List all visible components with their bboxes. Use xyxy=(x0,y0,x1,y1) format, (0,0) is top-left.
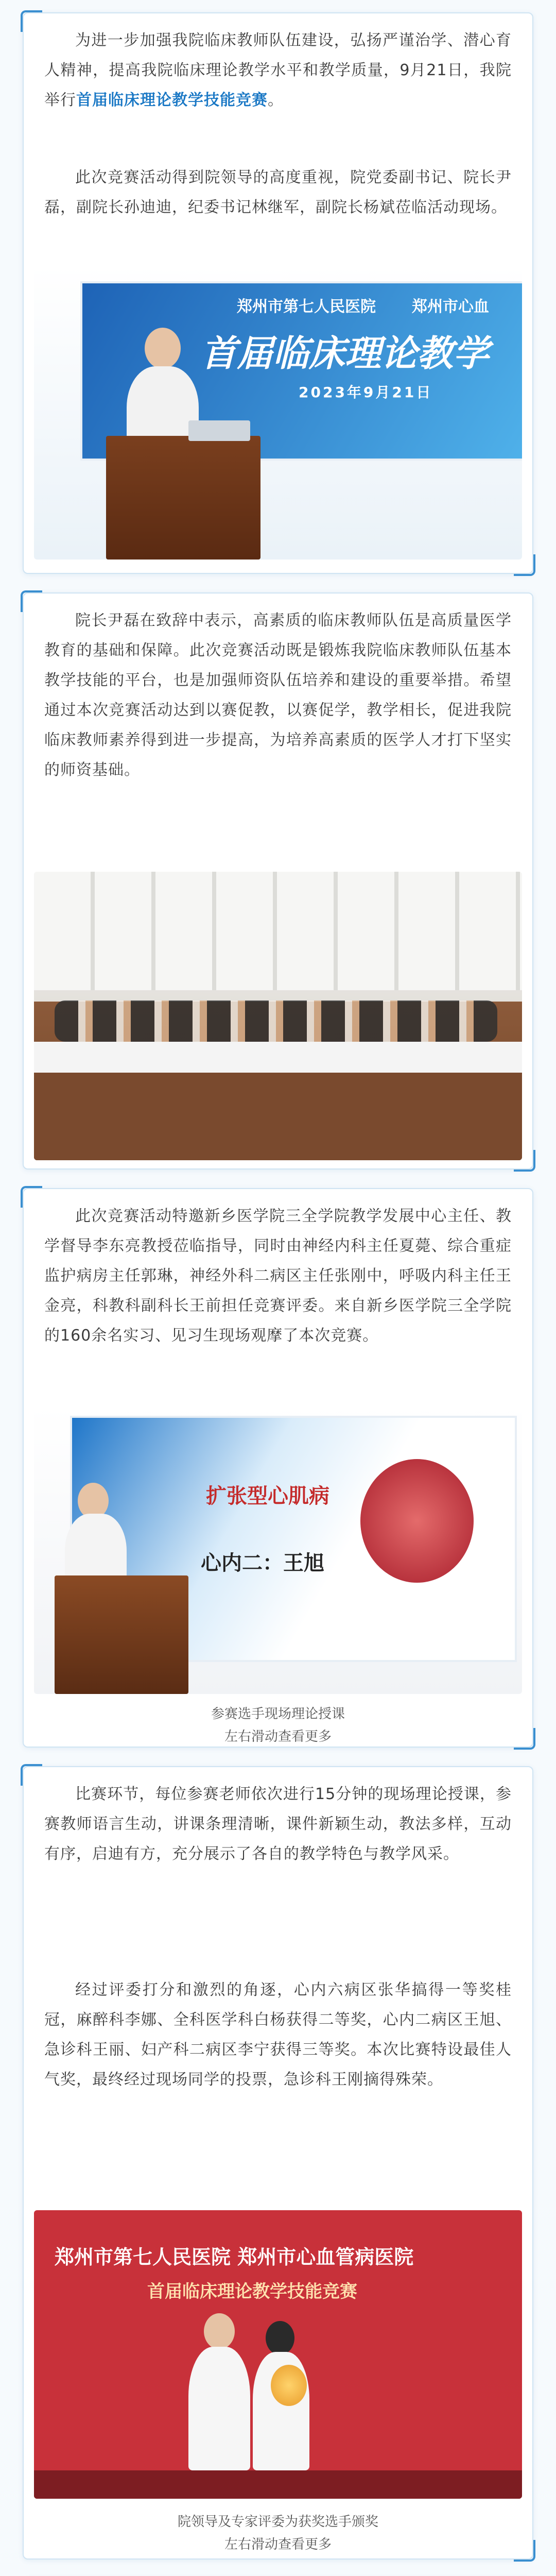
slide-speaker: 心内二：王旭 xyxy=(201,1551,324,1575)
award-caption: 院领导及专家评委为获奖选手颁奖 xyxy=(177,2514,378,2530)
intro-card xyxy=(23,12,533,574)
slide-title: 扩张型心肌病 xyxy=(206,1484,329,1508)
intro-text-pre: 为进一步加强我院临床教师队伍建设，弘扬严谨治学、潜心育人精神，提高我院临床理论教学水平和教学质量，9月21日，我院举行 xyxy=(44,31,512,109)
awards-paragraph: 经过评委打分和激烈的角逐，心内六病区张华搞得一等奖桂冠，麻醉科李娜、全科医学科白杨获得二等奖，心内二病区王旭、急诊科王丽、妇产科二病区李宁获得三等奖。本次比赛特设最佳人气奖，最终经过现场同学的投票，急诊科王刚摘得殊荣。 xyxy=(44,1981,512,2089)
award-backdrop-line1: 郑州市第七人民医院 郑州市心血管病医院 xyxy=(55,2246,414,2268)
leaders-paragraph: 此次竞赛活动得到院领导的高度重视，院党委副书记、院长尹磊，副院长孙迪迪，纪委书记林继军，副院长杨斌莅临活动现场。 xyxy=(44,168,512,216)
president-speech-paragraph: 院长尹磊在致辞中表示，高素质的临床教师队伍是高质量医学教育的基础和保障。此次竞赛活动既是锻炼我院临床教师队伍基本教学技能的平台，也是加强师资队伍培养和建设的重要举措。希望通过本次竞赛活动达到以赛促教，以赛促学，教学相长，促进我院临床教师素养得到进一步提高，为培养高素质的医学人才打下坚实的师资基础。 xyxy=(44,612,512,779)
speech-card xyxy=(23,592,533,1170)
lecture-photo xyxy=(34,1405,522,1694)
banner-partner-name: 郑州市心血 xyxy=(412,298,489,316)
banner-date: 2023年9月21日 xyxy=(299,384,433,401)
award-backdrop-line2: 首届临床理论教学技能竞赛 xyxy=(147,2281,357,2302)
competition-name-highlight: 首届临床理论教学技能竞赛 xyxy=(76,91,268,109)
intro-paragraph xyxy=(44,26,512,115)
lecture-caption: 参赛选手现场理论授课 xyxy=(211,1706,345,1722)
banner-hospital-name: 郑州市第七人民医院 xyxy=(237,298,376,316)
award-swipe-hint[interactable]: 左右滑动查看更多 xyxy=(224,2537,332,2552)
opening-speech-photo xyxy=(34,266,522,560)
competition-paragraph: 比赛环节，每位参赛老师依次进行15分钟的现场理论授课，参赛教师语言生动，讲课条理清晰，课件新颖生动，教法多样，互动有序，启迪有方，充分展示了各自的教学特色与教学风采。 xyxy=(44,1785,512,1863)
intro-text-post: 。 xyxy=(268,91,284,109)
judges-card xyxy=(23,1188,533,1748)
results-card xyxy=(23,1766,533,2560)
banner-title: 首届临床理论教学 xyxy=(201,332,489,375)
award-photo xyxy=(34,2210,522,2499)
audience-photo xyxy=(34,872,522,1160)
lecture-swipe-hint[interactable]: 左右滑动查看更多 xyxy=(224,1729,332,1744)
judges-paragraph: 此次竞赛活动特邀新乡医学院三全学院教学发展中心主任、教学督导李东亮教授莅临指导，同时由神经内科主任夏薨、综合重症监护病房主任郭琳，神经外科二病区主任张刚中，呼吸内科主任王金亮，科教科副科长王前担任竞赛评委。来自新乡医学院三全学院的160余名实习、见习生现场观摩了本次竞赛。 xyxy=(44,1207,512,1345)
